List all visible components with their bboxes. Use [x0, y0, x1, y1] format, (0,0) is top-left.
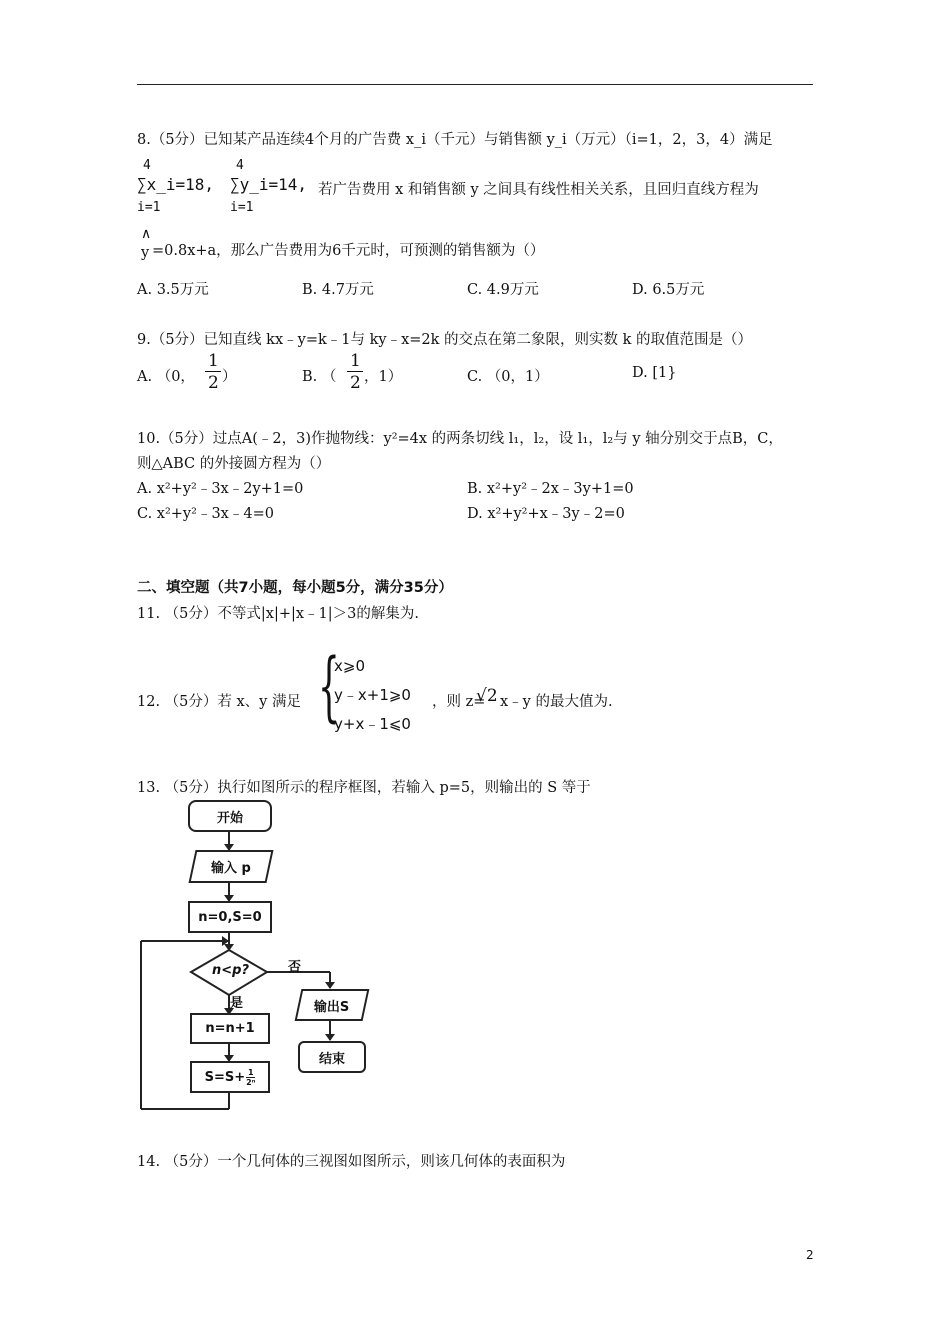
q11-text: 11. （5分）不等式|x|+|x﹣1|＞3的解集为.: [137, 606, 419, 622]
flow-output-label: 输出S: [314, 999, 350, 1015]
flow-output: [295, 989, 370, 1021]
q9-b-numerator: 1: [350, 351, 361, 371]
section2-title: 二、填空题（共7小题，每小题5分，满分35分）: [137, 580, 453, 596]
q9-a-numerator: 1: [208, 351, 219, 371]
q9-option-b: B. （: [302, 369, 337, 385]
q9-b-fraction-bar: [347, 371, 363, 372]
q12-constraint-1: x⩾0: [334, 657, 365, 675]
q8-sum2-bottom: i=1: [230, 200, 254, 215]
q9-a-fraction-bar: [205, 371, 221, 372]
q9-line1: 9.（5分）已知直线 kx﹣y=k﹣1与 ky﹣x=2k 的交点在第二象限，则实数 k 的取值范围是（）: [137, 332, 753, 348]
q8-sum2-expr: ∑y_i=14,: [230, 175, 308, 194]
flow-input: [188, 850, 273, 883]
q12-constraint-3: y+x﹣1⩽0: [334, 715, 411, 733]
q12-sqrt: √2: [476, 686, 498, 706]
flow-end: 结束: [298, 1041, 366, 1073]
q9-option-a: A. （0，: [137, 369, 195, 385]
q8-sum1-bottom: i=1: [137, 200, 161, 215]
flow-increment: n=n+1: [190, 1013, 270, 1044]
q12-suffix-b: x﹣y 的最大值为.: [500, 694, 613, 710]
q8-option-a: A. 3.5万元: [137, 282, 209, 298]
q12-brace: {: [318, 641, 340, 730]
page-number: 2: [806, 1248, 814, 1262]
flow-acc-numerator: 1: [247, 1067, 254, 1077]
q12-prefix: 12. （5分）若 x、y 满足: [137, 694, 301, 710]
q9-b-denominator: 2: [350, 373, 361, 393]
q8-option-b: B. 4.7万元: [302, 282, 374, 298]
q12-constraint-2: y﹣x+1⩾0: [334, 686, 411, 704]
q9-a-denominator: 2: [208, 373, 219, 393]
flow-condition: n<p?: [212, 963, 249, 978]
flow-acc-denominator: 2ⁿ: [246, 1077, 256, 1087]
q10-option-a: A. x²+y²﹣3x﹣2y+1=0: [137, 481, 304, 497]
q8-option-c: C. 4.9万元: [467, 282, 539, 298]
q8-option-d: D. 6.5万元: [632, 282, 705, 298]
q9-option-d: D. [1}: [632, 365, 677, 381]
q8-sum1-top: 4: [143, 158, 151, 173]
q8-line3: =0.8x+a，那么广告费用为6千元时，可预测的销售额为（）: [152, 243, 545, 259]
q12-suffix-a: ，则 z=: [432, 694, 486, 710]
flow-yes-label: 是: [230, 996, 244, 1011]
flow-input-label: 输入 p: [211, 861, 251, 876]
q13-text: 13. （5分）执行如图所示的程序框图，若输入 p=5，则输出的 S 等于: [137, 780, 591, 796]
flowchart-lines: [130, 795, 410, 1115]
flow-start: 开始: [188, 800, 272, 832]
q8-sum2-top: 4: [236, 158, 244, 173]
q8-line1: 8.（5分）已知某产品连续4个月的广告费 x_i（千元）与销售额 y_i（万元）（i=1，2，3，4）满足: [137, 132, 773, 148]
q10-line2: 则△ABC 的外接圆方程为（）: [137, 456, 331, 472]
q10-option-d: D. x²+y²+x﹣3y﹣2=0: [467, 506, 625, 522]
q8-hat: ∧: [141, 226, 152, 242]
q10-option-c: C. x²+y²﹣3x﹣4=0: [137, 506, 274, 522]
flow-accumulate: [190, 1061, 270, 1093]
q10-option-b: B. x²+y²﹣2x﹣3y+1=0: [467, 481, 634, 497]
flow-init: n=0,S=0: [188, 901, 272, 933]
q8-line2-tail: 若广告费用 x 和销售额 y 之间具有线性相关关系，且回归直线方程为: [318, 182, 759, 198]
q9-option-c: C. （0，1）: [467, 369, 549, 385]
q14-text: 14. （5分）一个几何体的三视图如图所示，则该几何体的表面积为: [137, 1154, 566, 1170]
q8-sum1-expr: ∑x_i=18,: [137, 175, 215, 194]
q9-a-end: ）: [222, 369, 237, 385]
flow-no-label: 否: [288, 960, 302, 975]
header-rule: [137, 84, 813, 85]
flow-accumulate-fraction: [246, 1068, 255, 1087]
q10-line1: 10.（5分）过点A(﹣2，3)作抛物线：y²=4x 的两条切线 l₁，l₂，设 l₁，l₂与 y 轴分别交于点B，C，: [137, 431, 783, 447]
q8-yhat: y: [141, 245, 150, 261]
q9-b-end: ，1）: [364, 369, 403, 385]
flow-accumulate-label: S=S+: [204, 1069, 246, 1085]
